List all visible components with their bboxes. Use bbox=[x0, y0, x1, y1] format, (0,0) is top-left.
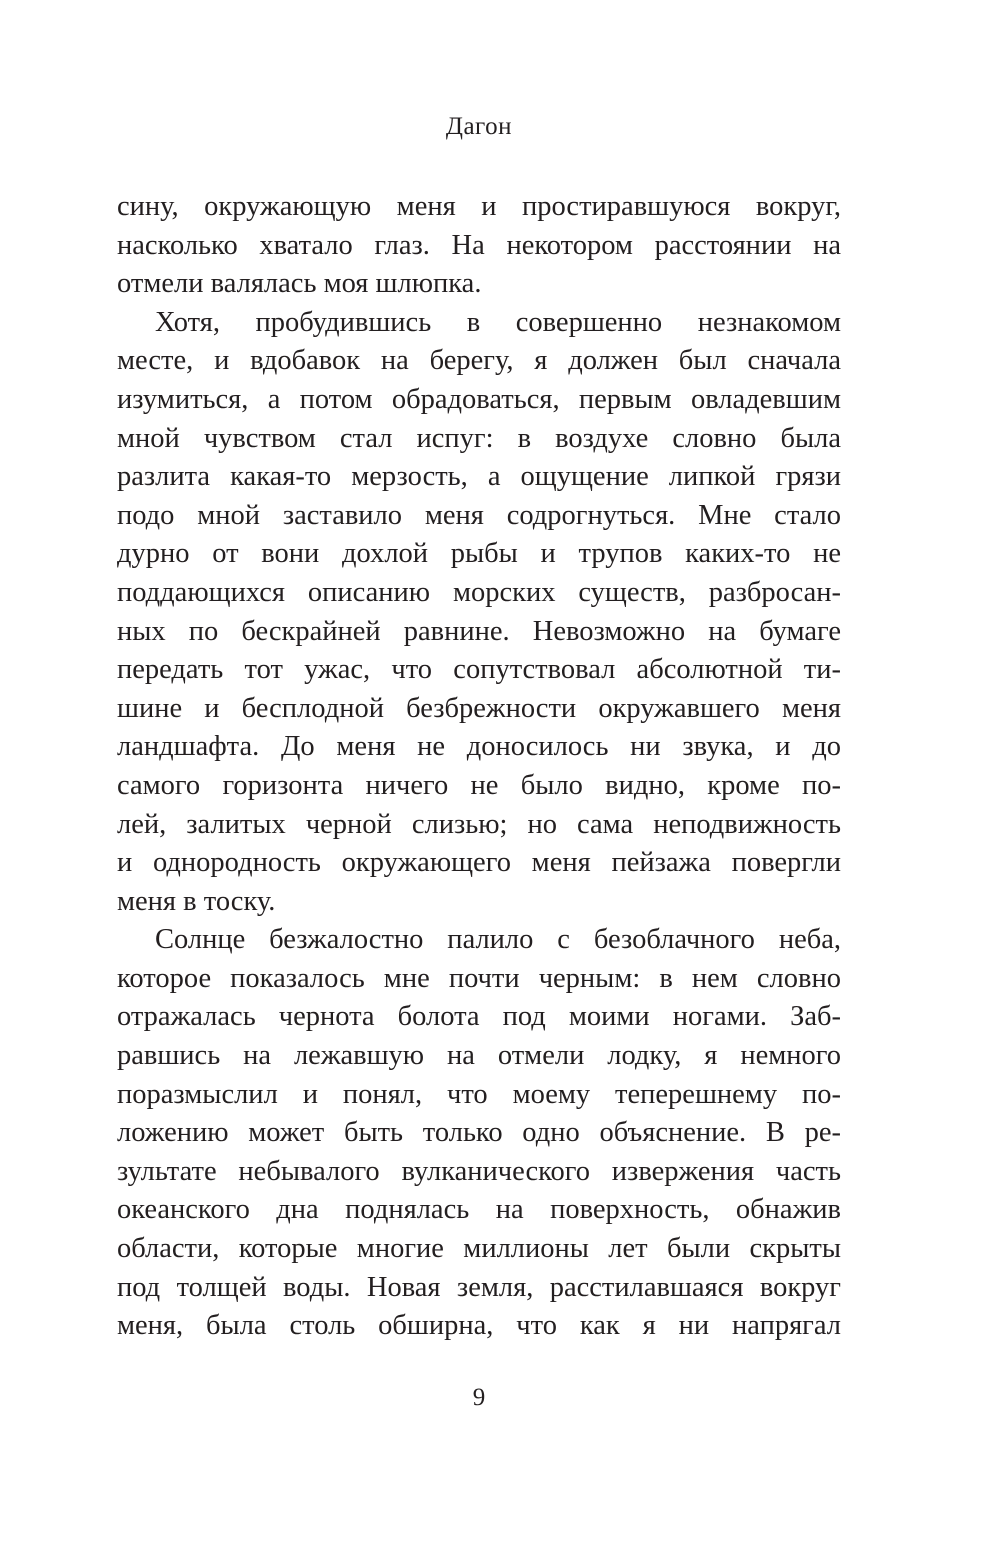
paragraph bbox=[117, 921, 841, 1346]
text-line: ложению может быть только одно объяснение. В ре- bbox=[117, 1117, 841, 1149]
text-line: дурно от вони дохлой рыбы и трупов каких-то не bbox=[117, 538, 841, 570]
text-line: лей, залитых черной слизью; но сама неподвижность bbox=[117, 808, 841, 840]
text-line: насколько хватало глаз. На некотором расстоянии на bbox=[117, 229, 841, 261]
text-line: равшись на лежавшую на отмели лодку, я немного bbox=[117, 1040, 841, 1072]
text-line: шине и бесплодной безбрежности окружавшего меня bbox=[117, 692, 841, 724]
text-line: зультате небывалого вулканического извержения часть bbox=[117, 1155, 841, 1187]
body-text bbox=[117, 188, 841, 1346]
text-line: мной чувством стал испуг: в воздухе словно была bbox=[117, 422, 841, 454]
text-line: поразмыслил и понял, что моему теперешнему по- bbox=[117, 1078, 841, 1110]
text-line: отмели валялась моя шлюпка. bbox=[117, 268, 482, 300]
text-line: поддающихся описанию морских существ, разбросан- bbox=[117, 576, 841, 608]
text-line: Хотя, пробудившись в совершенно незнакомом bbox=[155, 306, 841, 338]
text-line: сину, окружающую меня и простиравшуюся вокруг, bbox=[117, 191, 841, 222]
text-line: самого горизонта ничего не было видно, кроме по- bbox=[117, 769, 841, 801]
text-line: разлита какая-то мерзость, а ощущение липкой грязи bbox=[117, 461, 841, 493]
text-line: ландшафта. До меня не доносилось ни звука, и до bbox=[117, 731, 841, 763]
text-line: месте, и вдобавок на берегу, я должен был сначала bbox=[117, 345, 841, 377]
text-line: изумиться, а потом обрадоваться, первым овладевшим bbox=[117, 383, 841, 415]
running-head: Дагон bbox=[445, 113, 513, 140]
text-line: и однородность окружающего меня пейзажа повергли bbox=[117, 847, 841, 879]
text-line: ных по бескрайней равнине. Невозможно на бумаге bbox=[117, 615, 841, 647]
text-line: Солнце безжалостно палило с безоблачного неба, bbox=[155, 924, 841, 956]
text-line: которое показалось мне почти черным: в нем словно bbox=[117, 962, 841, 994]
text-line: меня в тоску. bbox=[117, 885, 276, 917]
text-line: под толщей воды. Новая земля, расстилавшаяся вокруг bbox=[117, 1271, 841, 1303]
paragraph bbox=[117, 188, 841, 304]
paragraph bbox=[117, 304, 841, 922]
text-line: области, которые многие миллионы лет были скрыты bbox=[117, 1233, 841, 1265]
text-line: отражалась чернота болота под моими ногами. Заб- bbox=[117, 1001, 841, 1033]
text-line: океанского дна поднялась на поверхность, обнажив bbox=[117, 1194, 841, 1226]
text-line: передать тот ужас, что сопутствовал абсолютной ти- bbox=[117, 654, 841, 686]
text-line: меня, была столь обширна, что как я ни напрягал bbox=[117, 1310, 841, 1342]
text-line: подо мной заставило меня содрогнуться. Мне стало bbox=[117, 499, 841, 531]
page-number: 9 bbox=[472, 1384, 486, 1411]
